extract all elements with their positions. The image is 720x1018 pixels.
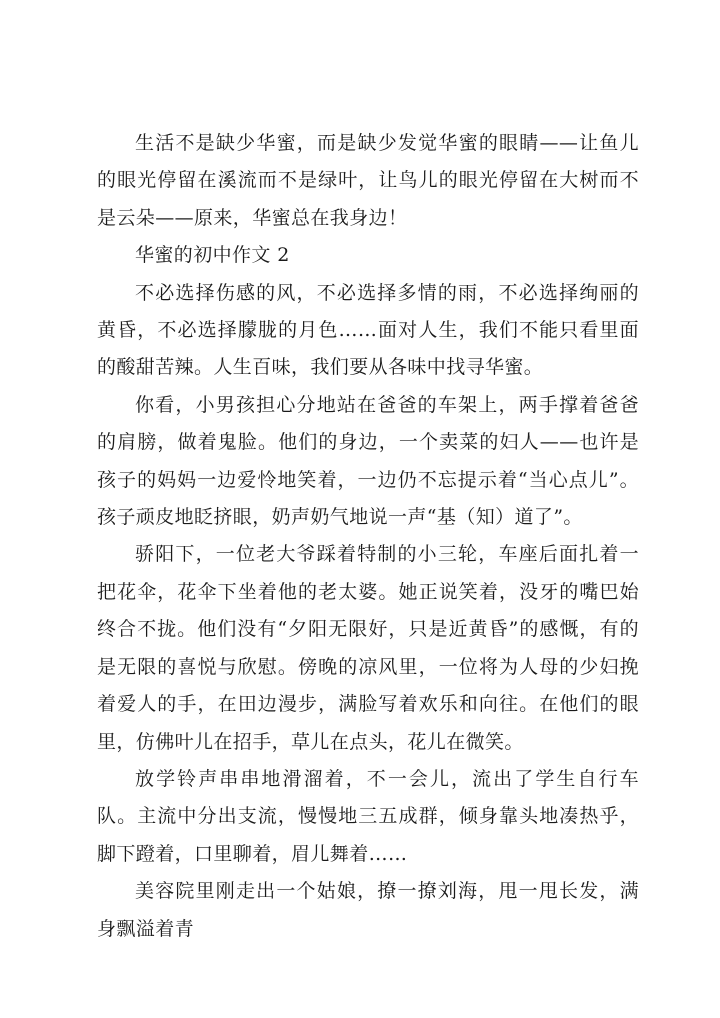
document-page [97,125,639,948]
paragraph-beauty-salon: 美容院里刚走出一个姑娘，撩一撩刘海，甩一甩长发，满身飘溢着青 [97,880,639,940]
paragraph-old-couple: 骄阳下，一位老大爷踩着特制的小三轮，车座后面扎着一把花伞，花伞下坐着他的老太婆。她正说笑着，没牙的嘴巴始终合不拢。他们没有“夕阳无限好，只是近黄昏”的感慨，有的是无限的喜悦与欣慰。傍晚的凉风里，一位将为人母的少妇挽着爱人的手，在田边漫步，满脸写着欢乐和向往。在他们的眼里，仿佛叶儿在招手，草儿在点头，花儿在微笑。 [97,543,639,753]
paragraph-school-bell: 放学铃声串串地滑溜着，不一会儿，流出了学生自行车队。主流中分出支流，慢慢地三五成群，倾身靠头地凑热乎，脚下蹬着，口里聊着，眉儿舞着…… [97,767,639,865]
paragraph-opening: 不必选择伤感的风，不必选择多情的雨，不必选择绚丽的黄昏，不必选择朦胧的月色……面对人生，我们不能只看里面的酸甜苦辣。人生百味，我们要从各味中找寻华蜜。 [97,281,639,379]
essay-heading: 华蜜的初中作文 2 [135,244,290,267]
paragraph-intro-conclusion: 生活不是缺少华蜜，而是缺少发觉华蜜的眼睛——让鱼儿的眼光停留在溪流而不是绿叶，让鸟儿的眼光停留在大树而不是云朵——原来，华蜜总在我身边！ [97,132,639,229]
paragraph-boy-on-bike: 你看，小男孩担心分地站在爸爸的车架上，两手撑着爸爸的肩膀，做着鬼脸。他们的身边，一个卖菜的妇人——也许是孩子的妈妈一边爱怜地笑着，一边仍不忘提示着“当心点儿”。孩子顽皮地眨挤眼，奶声奶气地说一声“基（知）道了”。 [97,393,639,529]
